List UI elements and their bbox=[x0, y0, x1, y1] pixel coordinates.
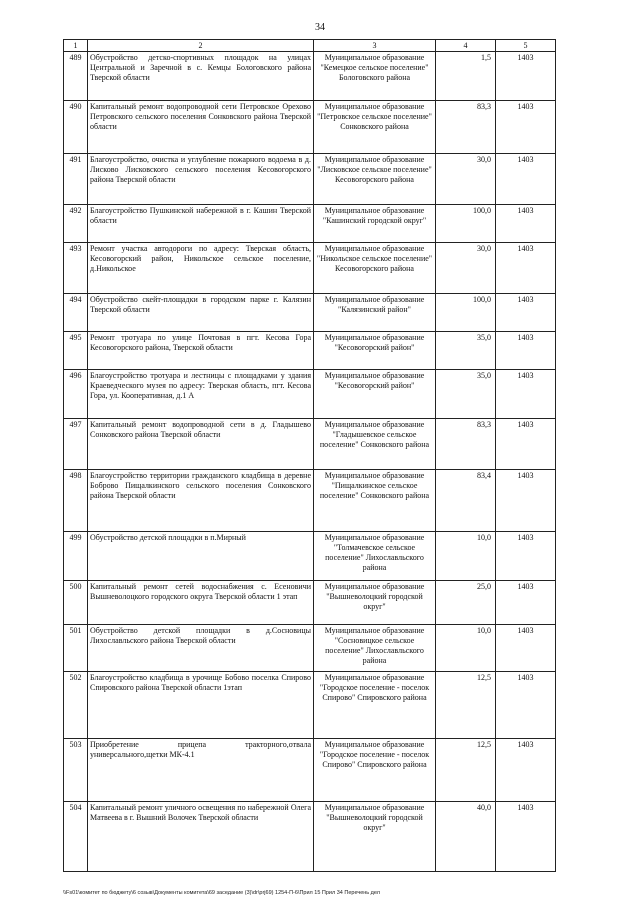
row-description: Благоустройство тротуара и лестницы с площадками у здания Краеведческого музея по адресу: Тверская область, пгт. Кесова Гора, ул. Кооперативная, д.1 А bbox=[88, 370, 314, 419]
row-number: 502 bbox=[64, 672, 88, 739]
row-code: 1403 bbox=[496, 625, 556, 672]
table-row bbox=[64, 332, 556, 370]
row-code: 1403 bbox=[496, 739, 556, 802]
row-description: Капитальный ремонт водопроводной сети Петровское Орехово Петровского сельского поселения Сонковского района Тверской области bbox=[88, 101, 314, 154]
row-amount: 83,3 bbox=[436, 101, 496, 154]
table-row bbox=[64, 470, 556, 532]
row-amount: 25,0 bbox=[436, 581, 496, 625]
table-row bbox=[64, 581, 556, 625]
row-municipality: Муниципальное образование "Никольское сельское поселение" Кесовогорского района bbox=[314, 243, 436, 294]
table-row bbox=[64, 205, 556, 243]
row-number: 496 bbox=[64, 370, 88, 419]
row-amount: 100,0 bbox=[436, 205, 496, 243]
header-row bbox=[64, 40, 556, 52]
row-number: 494 bbox=[64, 294, 88, 332]
row-amount: 12,5 bbox=[436, 739, 496, 802]
column-header: 4 bbox=[436, 40, 496, 52]
table-row bbox=[64, 52, 556, 101]
row-amount: 30,0 bbox=[436, 243, 496, 294]
row-number: 503 bbox=[64, 739, 88, 802]
row-municipality: Муниципальное образование "Кемецкое сельское поселение" Бологовского района bbox=[314, 52, 436, 101]
row-municipality: Муниципальное образование "Пищалкинское сельское поселение" Сонковского района bbox=[314, 470, 436, 532]
row-code: 1403 bbox=[496, 419, 556, 470]
row-code: 1403 bbox=[496, 294, 556, 332]
row-municipality: Муниципальное образование "Петровское сельское поселение" Сонковского района bbox=[314, 101, 436, 154]
row-description: Обустройство детской площадки в п.Мирный bbox=[88, 532, 314, 581]
row-amount: 83,4 bbox=[436, 470, 496, 532]
column-header: 3 bbox=[314, 40, 436, 52]
table-row bbox=[64, 154, 556, 205]
row-amount: 100,0 bbox=[436, 294, 496, 332]
row-description: Благоустройство Пушкинской набережной в г. Кашин Тверской области bbox=[88, 205, 314, 243]
column-header: 2 bbox=[88, 40, 314, 52]
row-description: Капитальный ремонт водопроводной сети в д. Гладышево Сонковского района Тверской области bbox=[88, 419, 314, 470]
row-description: Благоустройство территории гражданского кладбища в деревне Боброво Пищалкинского сельского поселения Сонковского района Тверской области bbox=[88, 470, 314, 532]
table-row bbox=[64, 101, 556, 154]
row-amount: 30,0 bbox=[436, 154, 496, 205]
row-amount: 40,0 bbox=[436, 802, 496, 872]
table-row bbox=[64, 625, 556, 672]
row-description: Обустройство детской площадки в д.Сосновицы Лихославльского района Тверской области bbox=[88, 625, 314, 672]
row-description: Капитальный ремонт сетей водоснабжения с. Есеновичи Вышневолоцкого городского округа Тверской области 1 этап bbox=[88, 581, 314, 625]
row-number: 498 bbox=[64, 470, 88, 532]
table-row bbox=[64, 672, 556, 739]
table-row bbox=[64, 419, 556, 470]
row-municipality: Муниципальное образование "Кашинский городской округ" bbox=[314, 205, 436, 243]
row-amount: 1,5 bbox=[436, 52, 496, 101]
column-header: 1 bbox=[64, 40, 88, 52]
row-number: 500 bbox=[64, 581, 88, 625]
row-municipality: Муниципальное образование "Городское поселение - поселок Спирово" Спировского района bbox=[314, 672, 436, 739]
row-code: 1403 bbox=[496, 205, 556, 243]
row-code: 1403 bbox=[496, 470, 556, 532]
row-code: 1403 bbox=[496, 332, 556, 370]
row-amount: 35,0 bbox=[436, 332, 496, 370]
file-path-footer: \\Fs01\комитет по бюджету\6 созыв\Документы комитета\69 заседание (3)\dr\prj69) 1254-П-6\Прил 15 Прил 34 Перечень дел bbox=[63, 890, 380, 896]
row-municipality: Муниципальное образование "Сосновицкое сельское поселение" Лихославльского района bbox=[314, 625, 436, 672]
row-municipality: Муниципальное образование "Гладышевское сельское поселение" Сонковского района bbox=[314, 419, 436, 470]
row-code: 1403 bbox=[496, 581, 556, 625]
row-number: 504 bbox=[64, 802, 88, 872]
row-number: 489 bbox=[64, 52, 88, 101]
row-amount: 10,0 bbox=[436, 625, 496, 672]
row-municipality: Муниципальное образование "Кесовогорский район" bbox=[314, 332, 436, 370]
row-description: Ремонт тротуара по улице Почтовая в пгт. Кесова Гора Кесовогорского района, Тверской области bbox=[88, 332, 314, 370]
row-amount: 12,5 bbox=[436, 672, 496, 739]
row-municipality: Муниципальное образование "Вышневолоцкий городской округ" bbox=[314, 802, 436, 872]
page-number: 34 bbox=[315, 22, 325, 33]
table-row bbox=[64, 243, 556, 294]
row-number: 490 bbox=[64, 101, 88, 154]
row-municipality: Муниципальное образование "Лисковское сельское поселение" Кесовогорского района bbox=[314, 154, 436, 205]
row-code: 1403 bbox=[496, 532, 556, 581]
row-code: 1403 bbox=[496, 101, 556, 154]
table-row bbox=[64, 294, 556, 332]
row-number: 501 bbox=[64, 625, 88, 672]
row-municipality: Муниципальное образование "Городское поселение - поселок Спирово" Спировского района bbox=[314, 739, 436, 802]
row-municipality: Муниципальное образование "Кесовогорский район" bbox=[314, 370, 436, 419]
row-description: Приобретение прицепа тракторного,отвала универсального,щетки МК-4.1 bbox=[88, 739, 314, 802]
row-municipality: Муниципальное образование "Толмачевское сельское поселение" Лихославльского района bbox=[314, 532, 436, 581]
row-number: 499 bbox=[64, 532, 88, 581]
row-municipality: Муниципальное образование "Калязинский район" bbox=[314, 294, 436, 332]
row-code: 1403 bbox=[496, 672, 556, 739]
table-row bbox=[64, 802, 556, 872]
row-description: Благоустройство кладбища в урочище Бобово поселка Спирово Спировского района Тверской области 1этап bbox=[88, 672, 314, 739]
row-code: 1403 bbox=[496, 52, 556, 101]
row-amount: 35,0 bbox=[436, 370, 496, 419]
row-amount: 83,3 bbox=[436, 419, 496, 470]
row-number: 492 bbox=[64, 205, 88, 243]
row-number: 497 bbox=[64, 419, 88, 470]
row-description: Благоустройство, очистка и углубление пожарного водоема в д. Лисково Лисковского сельского поселения Кесовогорского района Тверской области bbox=[88, 154, 314, 205]
table-row bbox=[64, 370, 556, 419]
row-code: 1403 bbox=[496, 802, 556, 872]
row-amount: 10,0 bbox=[436, 532, 496, 581]
row-number: 493 bbox=[64, 243, 88, 294]
row-description: Обустройство скейт-площадки в городском парке г. Калязин Тверской области bbox=[88, 294, 314, 332]
row-municipality: Муниципальное образование "Вышневолоцкий городской округ" bbox=[314, 581, 436, 625]
row-code: 1403 bbox=[496, 154, 556, 205]
appendix-table bbox=[63, 39, 556, 872]
table-row bbox=[64, 532, 556, 581]
row-code: 1403 bbox=[496, 370, 556, 419]
row-description: Ремонт участка автодороги по адресу: Тверская область, Кесовогорский район, Никольское сельское поселение, д.Никольское bbox=[88, 243, 314, 294]
table-row bbox=[64, 739, 556, 802]
row-number: 495 bbox=[64, 332, 88, 370]
column-header: 5 bbox=[496, 40, 556, 52]
row-code: 1403 bbox=[496, 243, 556, 294]
row-number: 491 bbox=[64, 154, 88, 205]
row-description: Капитальный ремонт уличного освещения по набережной Олега Матвеева в г. Вышний Волочек Тверской области bbox=[88, 802, 314, 872]
row-description: Обустройство детско-спортивных площадок на улицах Центральной и Заречной в с. Кемцы Бологовского района Тверской области bbox=[88, 52, 314, 101]
